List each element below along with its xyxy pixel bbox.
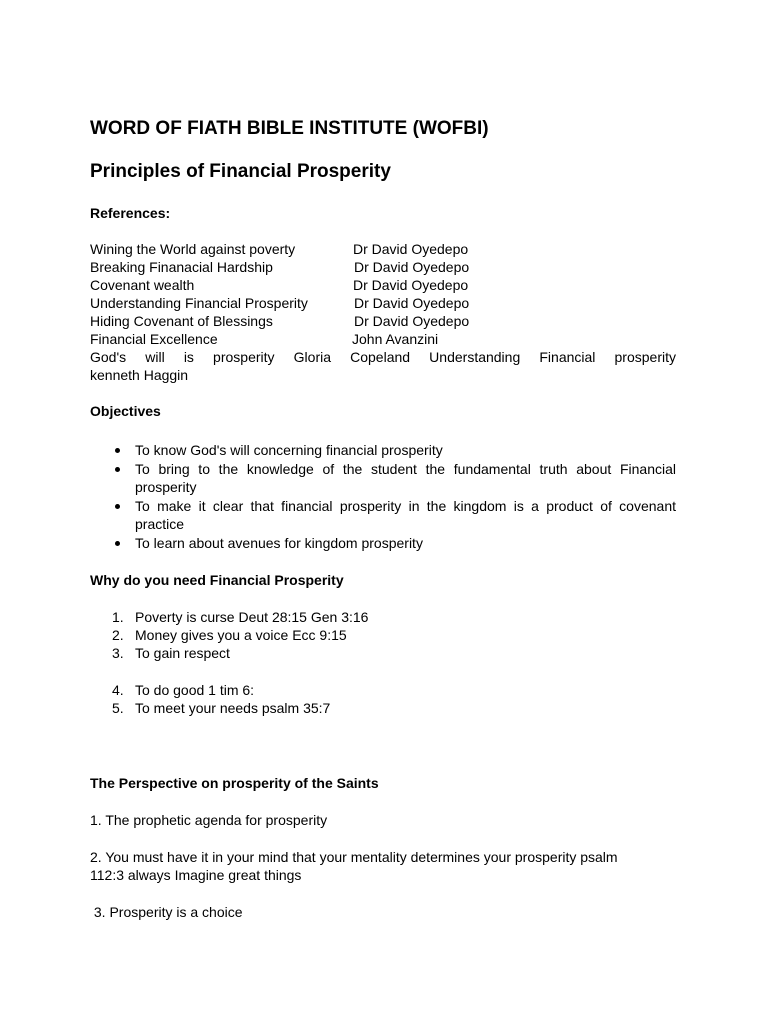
reference-extra-line: kenneth Haggin [90, 367, 189, 383]
reference-title: Breaking Finanacial Hardship [90, 259, 273, 275]
reference-title: Covenant wealth [90, 277, 195, 293]
objective-item [90, 497, 676, 533]
reference-author: Dr David Oyedepo [353, 241, 469, 257]
reference-author: Dr David Oyedepo [353, 277, 469, 293]
reason-text: To gain respect [135, 645, 230, 661]
objective-item [90, 441, 676, 459]
perspective-heading: The Perspective on prosperity of the Saints [90, 775, 379, 791]
objective-item [90, 460, 676, 496]
reference-title: Hiding Covenant of Blessings [90, 313, 273, 329]
reference-extra-line: God's will is prosperity Gloria Copeland Understanding Financial prosperity [90, 349, 676, 365]
objective-text-continued: practice [135, 516, 185, 532]
reference-author: John Avanzini [352, 331, 439, 347]
reason-item [90, 626, 676, 644]
objective-item [90, 534, 676, 552]
objective-text: To learn about avenues for kingdom prosperity [135, 535, 423, 551]
reason-item [90, 699, 676, 717]
reference-author: Dr David Oyedepo [354, 295, 470, 311]
reference-author: Dr David Oyedepo [354, 259, 470, 275]
reason-number: 1. [112, 609, 124, 625]
reason-number: 3. [112, 645, 124, 661]
perspective-point-continued: 112:3 always Imagine great things [90, 867, 302, 883]
reason-text: To meet your needs psalm 35:7 [135, 700, 331, 716]
reason-item [90, 608, 676, 626]
reason-text: To do good 1 tim 6: [135, 682, 255, 698]
references-heading: References: [90, 205, 171, 221]
perspective-point: 1. The prophetic agenda for prosperity [90, 812, 328, 828]
why-heading: Why do you need Financial Prosperity [90, 572, 344, 588]
reason-text: Poverty is curse Deut 28:15 Gen 3:16 [135, 609, 369, 625]
institute-title: WORD OF FIATH BIBLE INSTITUTE (WOFBI) [90, 118, 489, 139]
bullet-icon [112, 460, 117, 478]
reason-item [90, 644, 676, 662]
bullet-icon [112, 497, 117, 515]
reference-title: Wining the World against poverty [90, 241, 296, 257]
objective-text: To know God's will concerning financial prosperity [135, 442, 443, 458]
reference-title: Financial Excellence [90, 331, 218, 347]
objective-text-continued: prosperity [135, 479, 197, 495]
course-title: Principles of Financial Prosperity [90, 161, 391, 182]
reason-item [90, 681, 676, 699]
objectives-heading: Objectives [90, 403, 161, 419]
reason-number: 5. [112, 700, 124, 716]
bullet-icon [112, 441, 117, 459]
reference-author: Dr David Oyedepo [354, 313, 470, 329]
perspective-point: 3. Prosperity is a choice [90, 904, 243, 920]
objective-text: To make it clear that financial prosperity in the kingdom is a product of covenant [135, 498, 676, 514]
reason-text: Money gives you a voice Ecc 9:15 [135, 627, 347, 643]
reason-number: 2. [112, 627, 124, 643]
reference-title: Understanding Financial Prosperity [90, 295, 308, 311]
objective-text: To bring to the knowledge of the student the fundamental truth about Financial [135, 461, 676, 477]
bullet-icon [112, 534, 117, 552]
perspective-point: 2. You must have it in your mind that your mentality determines your prosperity psalm [90, 849, 618, 865]
reason-number: 4. [112, 682, 124, 698]
